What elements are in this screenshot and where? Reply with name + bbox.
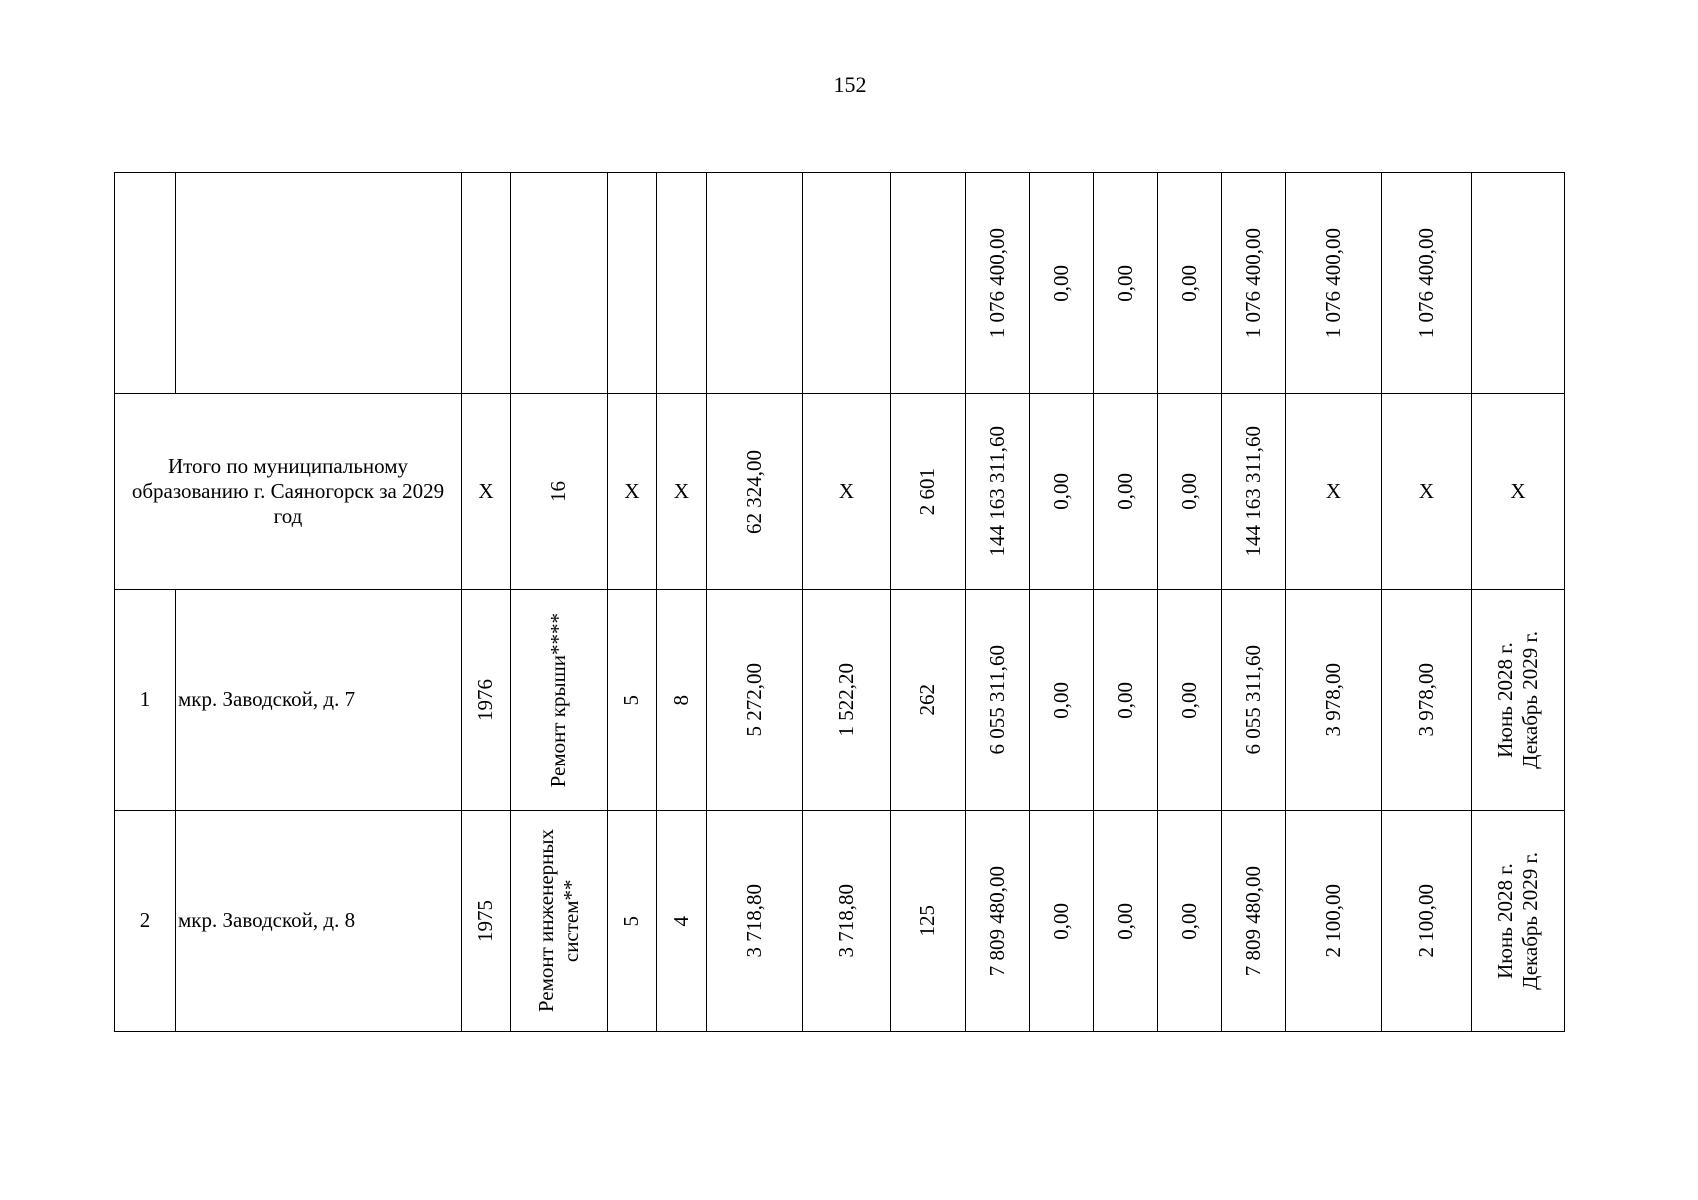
period-end: Декабрь 2029 г. — [1518, 852, 1542, 990]
total-c15: Х — [1325, 478, 1342, 503]
table-cell — [803, 173, 891, 394]
table-row-total — [115, 394, 1565, 590]
table-cell — [115, 173, 176, 394]
table-cell — [176, 173, 462, 394]
table-cell — [608, 394, 657, 590]
total-c11: 0,00 — [1048, 473, 1073, 510]
r1-c15: 3 978,00 — [1320, 663, 1345, 737]
work-type-line1: Ремонт инженерных — [533, 829, 558, 1013]
table-cell — [511, 590, 608, 811]
area-work: 3 718,80 — [833, 884, 858, 958]
total-c6: Х — [673, 478, 690, 503]
table-cell — [891, 173, 966, 394]
table-cell — [1382, 394, 1472, 590]
table-cell — [803, 590, 891, 811]
table-cell — [176, 811, 462, 1032]
table-cell — [1382, 811, 1472, 1032]
table-cell — [803, 811, 891, 1032]
table-cell — [1382, 173, 1472, 394]
r2-c15: 2 100,00 — [1320, 884, 1345, 958]
residents: 125 — [915, 905, 940, 937]
total-label-cell — [115, 394, 462, 590]
work-period — [1493, 852, 1543, 990]
table-cell — [115, 811, 176, 1032]
total-c10: 144 163 311,60 — [984, 426, 1009, 557]
top-c12: 0,00 — [1112, 264, 1137, 302]
total-c17: Х — [1510, 478, 1526, 503]
top-cost: 1 076 400,00 — [984, 227, 1009, 339]
table-cell — [1094, 811, 1158, 1032]
period-start: Июнь 2028 г. — [1492, 642, 1517, 758]
table-cell — [1222, 173, 1286, 394]
total-c7: 62 324,00 — [741, 449, 766, 534]
table-cell — [1382, 590, 1472, 811]
r2-c12: 0,00 — [1112, 902, 1137, 940]
table-cell — [462, 173, 511, 394]
r1-c11: 0,00 — [1048, 681, 1073, 719]
r2-c16: 2 100,00 — [1413, 884, 1438, 958]
table-cell — [462, 394, 511, 590]
table-cell — [966, 590, 1030, 811]
table-cell — [707, 811, 803, 1032]
table-cell — [966, 394, 1030, 590]
total-c9: 2 601 — [915, 467, 940, 516]
table-cell — [707, 590, 803, 811]
address: мкр. Заводской, д. 8 — [178, 908, 356, 933]
table-cell — [1158, 590, 1222, 811]
table-cell — [891, 590, 966, 811]
table-cell — [462, 811, 511, 1032]
table-cell — [1472, 173, 1565, 394]
r1-c16: 3 978,00 — [1413, 663, 1438, 737]
r1-c13: 0,00 — [1176, 681, 1201, 719]
table-cell — [1286, 590, 1382, 811]
table-cell — [1286, 394, 1382, 590]
table-cell — [657, 811, 707, 1032]
table-cell — [1030, 811, 1094, 1032]
table-cell — [1222, 394, 1286, 590]
total-c3: Х — [478, 478, 494, 503]
cost: 7 809 480,00 — [984, 865, 1009, 977]
top-c11: 0,00 — [1048, 264, 1073, 302]
area-total: 3 718,80 — [741, 884, 766, 958]
table-cell — [1094, 173, 1158, 394]
r2-c14: 7 809 480,00 — [1240, 865, 1265, 977]
residents: 262 — [915, 684, 940, 716]
table-cell — [176, 590, 462, 811]
build-year: 1976 — [473, 679, 498, 721]
capital-repair-table — [114, 172, 1565, 1032]
table-row-2 — [115, 811, 1565, 1032]
table-cell — [115, 590, 176, 811]
work-type-line2: систем** — [559, 879, 583, 963]
table-cell — [657, 394, 707, 590]
table-cell — [1030, 173, 1094, 394]
work-type — [534, 829, 584, 1012]
table-cell — [891, 811, 966, 1032]
total-c4: 16 — [546, 481, 571, 502]
table-row-1 — [115, 590, 1565, 811]
row-number: 2 — [139, 908, 151, 933]
top-c14: 1 076 400,00 — [1240, 227, 1265, 339]
table-cell — [891, 394, 966, 590]
page-number: 152 — [833, 72, 867, 97]
table-cell — [462, 590, 511, 811]
table-cell — [1094, 394, 1158, 590]
table-cell — [1286, 811, 1382, 1032]
r2-c13: 0,00 — [1176, 902, 1201, 940]
table-cell — [511, 811, 608, 1032]
top-c15: 1 076 400,00 — [1320, 227, 1345, 339]
total-c8: Х — [838, 478, 855, 503]
top-c16: 1 076 400,00 — [1413, 227, 1438, 339]
table-cell — [657, 590, 707, 811]
area-total: 5 272,00 — [741, 663, 766, 737]
area-work: 1 522,20 — [833, 663, 858, 737]
address: мкр. Заводской, д. 7 — [178, 687, 356, 712]
total-c14: 144 163 311,60 — [1240, 426, 1265, 557]
floors: 5 — [619, 915, 644, 927]
r1-c14: 6 055 311,60 — [1240, 645, 1265, 755]
r2-c11: 0,00 — [1048, 902, 1073, 940]
top-c13: 0,00 — [1176, 264, 1201, 302]
table-cell — [608, 811, 657, 1032]
r1-c12: 0,00 — [1112, 681, 1137, 719]
table-cell — [1030, 394, 1094, 590]
table-cell — [1094, 590, 1158, 811]
table-cell — [966, 811, 1030, 1032]
table-cell — [1472, 394, 1565, 590]
entrances: 4 — [668, 915, 693, 927]
table-cell — [1158, 811, 1222, 1032]
total-c13: 0,00 — [1176, 473, 1201, 510]
total-label: Итого по муниципальному образованию г. Саяногорск за 2029 год — [131, 453, 445, 529]
cost: 6 055 311,60 — [984, 645, 1009, 755]
table-cell — [1472, 811, 1565, 1032]
table-cell — [608, 590, 657, 811]
build-year: 1975 — [473, 900, 498, 942]
table-cell — [803, 394, 891, 590]
row-number: 1 — [139, 687, 151, 712]
table-cell — [707, 394, 803, 590]
table-cell — [707, 173, 803, 394]
work-period — [1493, 631, 1543, 769]
table-cell — [1222, 590, 1286, 811]
total-c12: 0,00 — [1112, 473, 1137, 510]
entrances: 8 — [668, 694, 693, 706]
table-cell — [1158, 394, 1222, 590]
table-cell — [966, 173, 1030, 394]
total-c5: Х — [624, 478, 640, 503]
total-c16: Х — [1418, 478, 1435, 503]
table-row-top — [115, 173, 1565, 394]
table-cell — [1222, 811, 1286, 1032]
table-cell — [608, 173, 657, 394]
table-cell — [1472, 590, 1565, 811]
period-start: Июнь 2028 г. — [1492, 863, 1517, 979]
table-cell — [1030, 590, 1094, 811]
table-cell — [657, 173, 707, 394]
table-cell — [1286, 173, 1382, 394]
table-cell — [511, 173, 608, 394]
work-type: Ремонт крыши**** — [546, 612, 571, 788]
floors: 5 — [619, 694, 644, 706]
table-cell — [1158, 173, 1222, 394]
period-end: Декабрь 2029 г. — [1518, 631, 1542, 769]
table-cell — [511, 394, 608, 590]
